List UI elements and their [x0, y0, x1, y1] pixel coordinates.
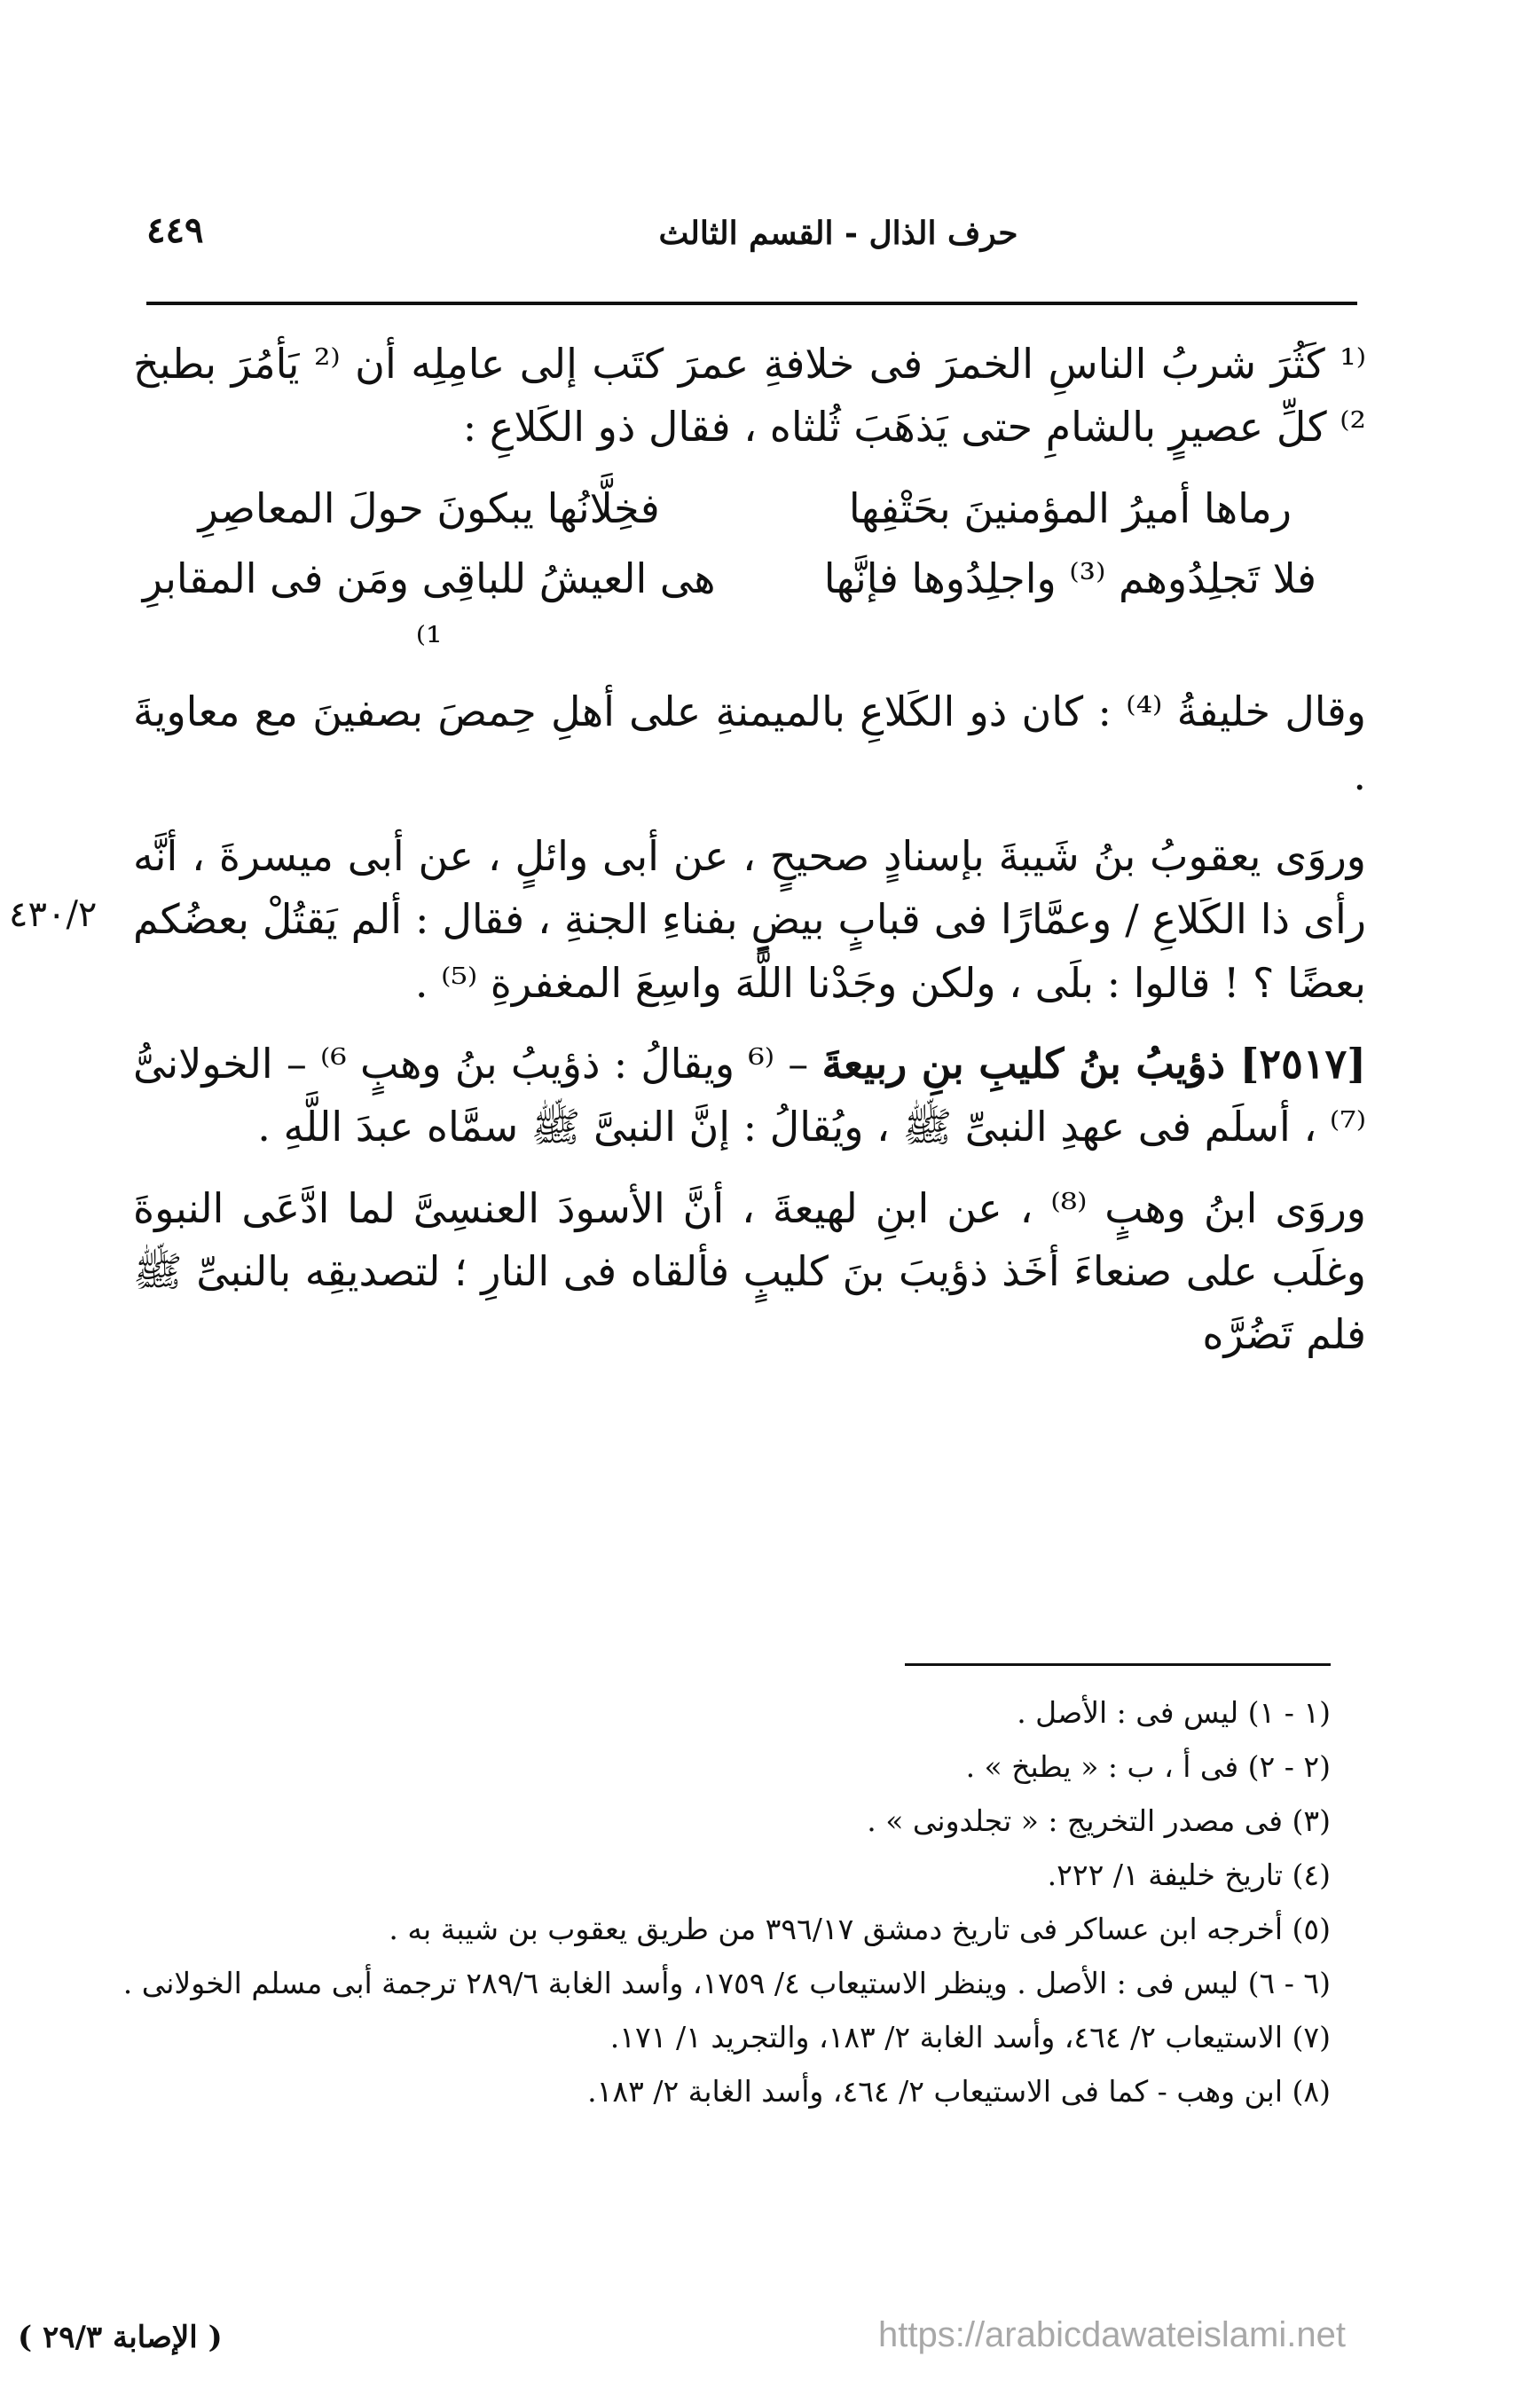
footnote-7: (٧) الاستيعاب ٢/ ٤٦٤، وأسد الغابة ٢/ ١٨٣، والتجريد ١/ ١٧١.: [609, 2020, 1331, 2055]
footnote-3: (٣) فى مصدر التخريج : « تجلدونى » .: [867, 1803, 1331, 1839]
paragraph-yaqub-text: وروَى يعقوبُ بنُ شَيبةَ بإسنادٍ صحيحٍ ، عن أبى وائلٍ ، عن أبى ميسرةَ ، أنَّه رأى ذا الكَلاعِ / وعمَّارًا فى قبابٍ بيضٍ بفناءِ الجنةِ ، فقال : ألم يَقتُلْ بعضُكم بعضًا ؟ ! قالوا : بلَى ، ولكن وجَدْنا اللَّهَ واسِعَ المغفرةِ ⁽⁵⁾ .: [133, 832, 1366, 1007]
footnote-4: (٤) تاريخ خليفة ١/ ٢٢٢.: [1047, 1858, 1331, 1893]
header-divider: [146, 302, 1357, 305]
footnote-8: (٨) ابن وهب - كما فى الاستيعاب ٢/ ٤٦٤، وأسد الغابة ٢/ ١٨٣.: [587, 2074, 1331, 2109]
entry-2517: [133, 1033, 1366, 1159]
poetry-verse-2: [133, 547, 1366, 674]
verse-2-second-hemistich: هى العيشُ للباقِى ومَن فى المقابرِ ¹⁾: [142, 554, 716, 666]
footnotes: [106, 1685, 1331, 2118]
paragraph-khamr: ⁽¹ كَثُرَ شربُ الناسِ الخمرَ فى خلافةِ عمرَ كتَب إلى عامِلِه أن ⁽² يَأمُرَ بطبخ ²⁾ كلِّ عصيرٍ بالشامِ حتى يَذهَبَ ثُلثاه ، فقال ذو الكَلاعِ :: [133, 340, 1366, 452]
main-text: [9, 333, 1367, 1384]
book-reference: ( الإصابة ٢٩/٣ ): [18, 2320, 223, 2355]
verse-1-first-hemistich: رماها أميرُ المؤمنينَ بحَتْفِها: [848, 483, 1292, 532]
footnote-6: (٦ - ٦) ليس فى : الأصل . وينظر الاستيعاب ٤/ ١٧٥٩، وأسد الغابة ٢٨٩/٦ ترجمة أبى مسلم الخولانى .: [122, 1966, 1331, 2001]
verse-2-first-hemistich: فلا تَجلِدُوهم ⁽³⁾ واجلِدُوها فإنَّها: [823, 554, 1317, 602]
footnote-1: (١ - ١) ليس فى : الأصل .: [1017, 1695, 1331, 1730]
footnote-divider: [905, 1663, 1331, 1666]
entry-heading: [٢٥١٧] ذؤيبُ بنُ كليبِ بنِ ربيعةَ: [821, 1039, 1367, 1088]
paragraph-yaqub: [9, 825, 1366, 1015]
footnote-5: (٥) أخرجه ابن عساكر فى تاريخ دمشق ٣٩٦/١٧ من طريق يعقوب بن شيبة به .: [389, 1912, 1331, 1947]
entry-text: – ⁽⁶ ويقالُ : ذؤيبُ بنُ وهبٍ ⁶⁾ – الخولانىُّ ⁽⁷⁾ ، أسلَم فى عهدِ النبىِّ ﷺ ، ويُقالُ : إنَّ النبىَّ ﷺ سمَّاه عبدَ اللَّهِ .: [133, 1039, 1366, 1151]
page-number: ٤٤٩: [146, 209, 204, 251]
paragraph-ibn-wahb: وروَى ابنُ وهبٍ ⁽⁸⁾ ، عن ابنِ لهيعةَ ، أنَّ الأسودَ العنسِىَّ لما ادَّعَى النبوةَ وغلَب على صنعاءَ أخَذ ذؤيبَ بنَ كليبٍ فألقاه فى النارِ ؛ لتصديقِه بالنبىِّ ﷺ فلم تَضُرَّه: [133, 1183, 1367, 1359]
footnote-2: (٢ - ٢) فى أ ، ب : « يطبخ » .: [965, 1749, 1331, 1785]
margin-reference: ٤٣٠/٢: [9, 894, 98, 936]
page-header: [146, 204, 1357, 284]
running-title: حرف الذال - القسم الثالث: [658, 215, 1018, 252]
source-watermark: https://arabicdawateislami.net: [878, 2315, 1346, 2354]
verse-1-second-hemistich: فخِلَّانُها يبكونَ حولَ المعاصِرِ: [198, 483, 660, 532]
paragraph-khalifa: وقال خليفةُ ⁽⁴⁾ : كان ذو الكَلاعِ بالميمنةِ على أهلِ حِمصَ بصفينَ مع معاويةَ .: [133, 687, 1366, 799]
poetry-verse-1: [133, 477, 1366, 540]
